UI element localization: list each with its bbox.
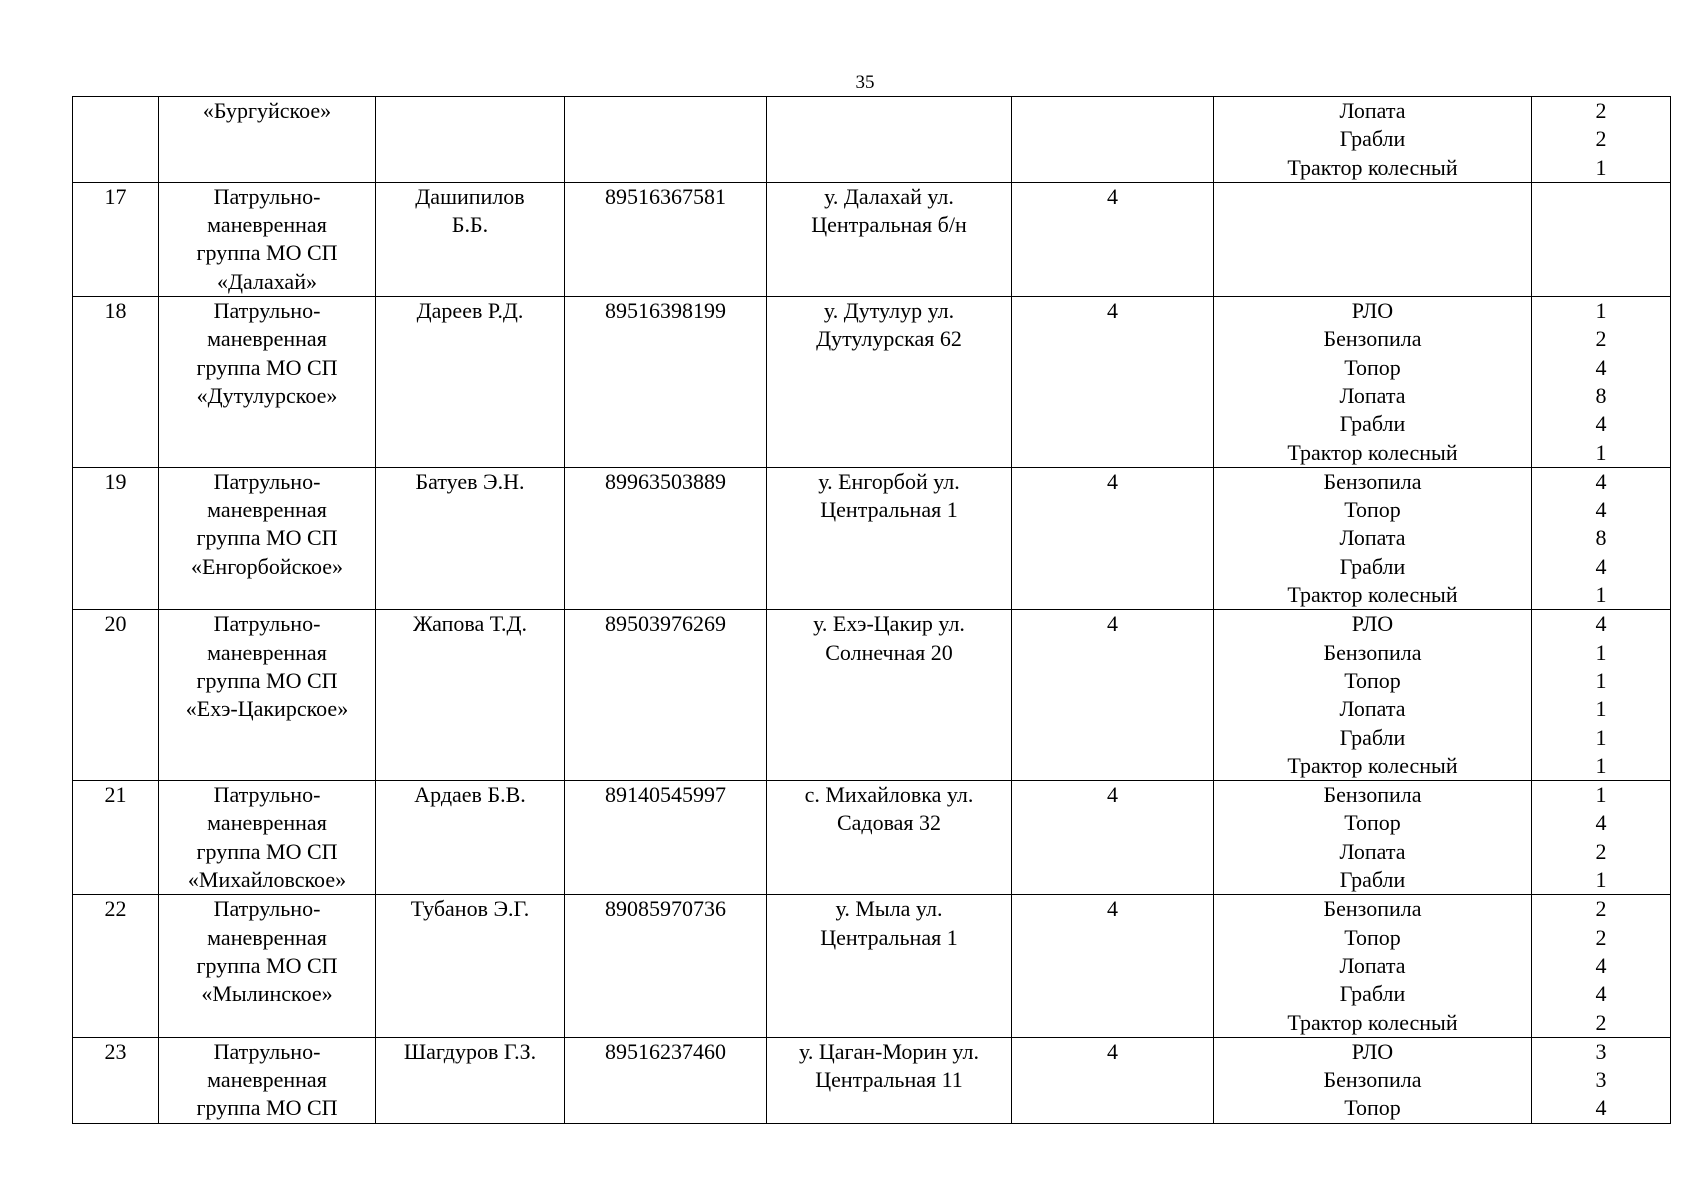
head-name-cell [376, 895, 565, 1037]
row-number: 19 [104, 468, 127, 494]
equipment-cell [1214, 467, 1532, 609]
quantity-cell [1532, 610, 1671, 781]
group-name-line: Патрульно- [213, 782, 321, 808]
people-count: 4 [1107, 896, 1118, 922]
group-name-cell [159, 97, 376, 183]
phone-cell [565, 467, 767, 609]
equipment-item: Грабли [1339, 867, 1406, 893]
equipment-item: Трактор колесный [1287, 752, 1458, 778]
quantity-cell [1532, 781, 1671, 895]
equipment-qty: 4 [1595, 810, 1607, 836]
head-name-line: Тубанов Э.Г. [410, 896, 530, 922]
equipment-cell [1214, 895, 1532, 1037]
equipment-qty: 4 [1595, 354, 1607, 380]
equipment-cell [1214, 97, 1532, 183]
people-count-cell [1012, 1037, 1214, 1123]
people-count: 4 [1107, 1038, 1118, 1064]
equipment-qty: 3 [1595, 1038, 1607, 1064]
row-number: 22 [104, 896, 127, 922]
address-line: Центральная 1 [820, 924, 958, 950]
address-line: Солнечная 20 [825, 639, 953, 665]
head-name-cell [376, 610, 565, 781]
equipment-item: Топор [1344, 497, 1401, 523]
equipment-item: Топор [1344, 667, 1401, 693]
group-name-line: «Далахай» [217, 268, 317, 294]
group-name-cell [159, 182, 376, 296]
people-count: 4 [1107, 468, 1118, 494]
row-number: 17 [104, 183, 127, 209]
table-row [73, 1037, 1671, 1123]
head-name-cell [376, 781, 565, 895]
people-count-cell [1012, 895, 1214, 1037]
address-cell [767, 1037, 1012, 1123]
group-name-line: Патрульно- [213, 183, 321, 209]
equipment-item: Лопата [1339, 696, 1406, 722]
equipment-qty: 4 [1595, 981, 1607, 1007]
group-name-line: группа МО СП [196, 667, 338, 693]
equipment-item: Трактор колесный [1287, 1009, 1458, 1035]
equipment-item: Бензопила [1323, 326, 1422, 352]
address-line: Садовая 32 [836, 810, 942, 836]
address-line: у. Далахай ул. [824, 183, 954, 209]
quantity-cell [1532, 182, 1671, 296]
people-count: 4 [1107, 298, 1118, 324]
equipment-qty: 2 [1595, 326, 1607, 352]
group-name-line: маневренная [207, 497, 327, 523]
address-line: с. Михайловка ул. [804, 782, 974, 808]
group-name-line: группа МО СП [196, 354, 338, 380]
equipment-qty: 3 [1595, 1067, 1607, 1093]
row-number-cell [73, 1037, 159, 1123]
row-number-cell [73, 297, 159, 468]
address-cell [767, 895, 1012, 1037]
group-name-line: Патрульно- [213, 896, 321, 922]
equipment-item: Бензопила [1323, 639, 1422, 665]
equipment-item: Бензопила [1323, 1067, 1422, 1093]
equipment-item: Лопата [1339, 382, 1406, 408]
people-count: 4 [1107, 183, 1118, 209]
equipment-qty: 1 [1595, 724, 1607, 750]
address-cell [767, 781, 1012, 895]
equipment-qty: 4 [1595, 468, 1607, 494]
equipment-qty: 2 [1595, 126, 1607, 152]
equipment-qty: 2 [1595, 1009, 1607, 1035]
phone-cell [565, 1037, 767, 1123]
patrol-groups-table [72, 96, 1671, 1124]
equipment-qty: 1 [1595, 639, 1607, 665]
people-count-cell [1012, 781, 1214, 895]
equipment-qty: 1 [1595, 782, 1607, 808]
equipment-qty: 1 [1595, 439, 1607, 465]
address-line: у. Енгорбой ул. [818, 468, 960, 494]
group-name-cell [159, 610, 376, 781]
page-number: 35 [855, 72, 875, 93]
equipment-qty: 8 [1595, 525, 1607, 551]
address-line: у. Мыла ул. [835, 896, 943, 922]
equipment-item: Лопата [1339, 98, 1406, 123]
group-name-cell [159, 781, 376, 895]
group-name-line: маневренная [207, 924, 327, 950]
equipment-qty: 8 [1595, 382, 1607, 408]
address-line: у. Дутулур ул. [823, 298, 955, 324]
phone-cell [565, 781, 767, 895]
table-row [73, 610, 1671, 781]
address-cell [767, 297, 1012, 468]
equipment-item: Грабли [1339, 411, 1406, 437]
equipment-item: РЛО [1351, 1038, 1394, 1064]
people-count-cell [1012, 610, 1214, 781]
equipment-qty: 1 [1595, 867, 1607, 893]
head-name-line: Дашипилов [415, 183, 525, 209]
group-name-cell [159, 895, 376, 1037]
group-name-line: «Мылинское» [201, 981, 333, 1007]
equipment-item: Лопата [1339, 838, 1406, 864]
address-cell [767, 182, 1012, 296]
group-name-line: Патрульно- [213, 468, 321, 494]
group-name-line: маневренная [207, 810, 327, 836]
head-name-cell [376, 297, 565, 468]
group-name-line: «Енгорбойское» [190, 553, 344, 579]
equipment-item: Топор [1344, 1095, 1401, 1121]
people-count: 4 [1107, 782, 1118, 808]
equipment-qty: 2 [1595, 924, 1607, 950]
equipment-item: Лопата [1339, 952, 1406, 978]
equipment-item: Топор [1344, 810, 1401, 836]
equipment-item: РЛО [1351, 611, 1394, 637]
phone-number: 89503976269 [605, 611, 726, 637]
address-line: Центральная 11 [815, 1067, 963, 1093]
equipment-qty: 4 [1595, 952, 1607, 978]
equipment-item: Бензопила [1323, 468, 1422, 494]
people-count: 4 [1107, 611, 1118, 637]
people-count-cell [1012, 182, 1214, 296]
equipment-item: Грабли [1339, 126, 1406, 152]
row-number-cell [73, 97, 159, 183]
table-row [73, 895, 1671, 1037]
head-name-cell [376, 467, 565, 609]
equipment-item: РЛО [1351, 298, 1394, 324]
equipment-qty: 4 [1595, 553, 1607, 579]
head-name-line: Шагдуров Г.З. [403, 1038, 537, 1064]
table-row [73, 297, 1671, 468]
equipment-qty: 1 [1595, 696, 1607, 722]
equipment-qty: 4 [1595, 497, 1607, 523]
quantity-cell [1532, 1037, 1671, 1123]
phone-cell [565, 610, 767, 781]
row-number-cell [73, 182, 159, 296]
address-cell [767, 467, 1012, 609]
equipment-item: Бензопила [1323, 782, 1422, 808]
group-name-cell [159, 1037, 376, 1123]
group-name-line: «Михайловское» [187, 867, 347, 893]
equipment-qty: 2 [1595, 98, 1607, 123]
equipment-qty: 1 [1595, 298, 1607, 324]
equipment-qty: 4 [1595, 611, 1607, 637]
head-name-cell [376, 1037, 565, 1123]
equipment-cell [1214, 1037, 1532, 1123]
equipment-item: Грабли [1339, 724, 1406, 750]
head-name-cell [376, 182, 565, 296]
group-name-line: группа МО СП [196, 1095, 338, 1121]
row-number: 20 [104, 611, 127, 637]
address-line: Дутулурская 62 [816, 326, 962, 352]
table-row [73, 467, 1671, 609]
group-name-line: «Ехэ-Цакирское» [185, 696, 349, 722]
group-name-line: «Бургуйское» [202, 98, 332, 123]
people-count-cell [1012, 97, 1214, 183]
group-name-cell [159, 297, 376, 468]
address-line: у. Цаган-Морин ул. [799, 1038, 979, 1064]
group-name-line: маневренная [207, 326, 327, 352]
equipment-qty: 4 [1595, 411, 1607, 437]
phone-cell [565, 97, 767, 183]
equipment-item: Грабли [1339, 553, 1406, 579]
phone-number: 89516398199 [605, 298, 726, 324]
people-count-cell [1012, 297, 1214, 468]
row-number-cell [73, 610, 159, 781]
group-name-line: маневренная [207, 639, 327, 665]
equipment-item: Трактор колесный [1287, 154, 1458, 180]
table-row [73, 781, 1671, 895]
head-name-line: Жапова Т.Д. [412, 611, 528, 637]
equipment-qty: 1 [1595, 582, 1607, 608]
row-number-cell [73, 895, 159, 1037]
equipment-cell [1214, 610, 1532, 781]
phone-number: 89516237460 [605, 1038, 726, 1064]
head-name-line: Ардаев Б.В. [414, 782, 526, 808]
phone-number: 89516367581 [605, 183, 726, 209]
people-count-cell [1012, 467, 1214, 609]
quantity-cell [1532, 467, 1671, 609]
phone-cell [565, 297, 767, 468]
head-name-line: Дареев Р.Д. [416, 298, 524, 324]
group-name-line: Патрульно- [213, 611, 321, 637]
equipment-item: Лопата [1339, 525, 1406, 551]
address-cell [767, 610, 1012, 781]
group-name-line: Патрульно- [213, 1038, 321, 1064]
equipment-item: Трактор колесный [1287, 582, 1458, 608]
equipment-qty: 2 [1595, 896, 1607, 922]
group-name-line: группа МО СП [196, 952, 338, 978]
group-name-line: маневренная [207, 1067, 327, 1093]
table-body [73, 97, 1671, 1124]
equipment-item: Грабли [1339, 981, 1406, 1007]
phone-number: 89085970736 [605, 896, 726, 922]
address-line: у. Ехэ-Цакир ул. [813, 611, 965, 637]
equipment-item: Трактор колесный [1287, 439, 1458, 465]
group-name-line: маневренная [207, 212, 327, 238]
equipment-item: Бензопила [1323, 896, 1422, 922]
table-row [73, 182, 1671, 296]
phone-cell [565, 182, 767, 296]
equipment-cell [1214, 182, 1532, 296]
row-number: 18 [104, 298, 127, 324]
address-cell [767, 97, 1012, 183]
equipment-qty: 4 [1595, 1095, 1607, 1121]
row-number: 23 [104, 1038, 127, 1064]
equipment-qty: 1 [1595, 154, 1607, 180]
table-row [73, 97, 1671, 183]
row-number-cell [73, 467, 159, 609]
quantity-cell [1532, 297, 1671, 468]
quantity-cell [1532, 97, 1671, 183]
equipment-item: Топор [1344, 924, 1401, 950]
equipment-qty: 1 [1595, 752, 1607, 778]
head-name-line: Б.Б. [451, 212, 489, 238]
equipment-qty: 2 [1595, 838, 1607, 864]
group-name-line: Патрульно- [213, 298, 321, 324]
phone-number: 89140545997 [605, 782, 726, 808]
head-name-cell [376, 97, 565, 183]
equipment-item: Топор [1344, 354, 1401, 380]
group-name-line: «Дутулурское» [196, 382, 338, 408]
row-number: 21 [104, 782, 127, 808]
group-name-line: группа МО СП [196, 525, 338, 551]
phone-cell [565, 895, 767, 1037]
equipment-cell [1214, 781, 1532, 895]
head-name-line: Батуев Э.Н. [415, 468, 525, 494]
group-name-line: группа МО СП [196, 240, 338, 266]
equipment-qty: 1 [1595, 667, 1607, 693]
group-name-cell [159, 467, 376, 609]
address-line: Центральная 1 [820, 497, 958, 523]
group-name-line: группа МО СП [196, 838, 338, 864]
phone-number: 89963503889 [605, 468, 726, 494]
quantity-cell [1532, 895, 1671, 1037]
address-line: Центральная б/н [811, 212, 967, 238]
equipment-cell [1214, 297, 1532, 468]
row-number-cell [73, 781, 159, 895]
